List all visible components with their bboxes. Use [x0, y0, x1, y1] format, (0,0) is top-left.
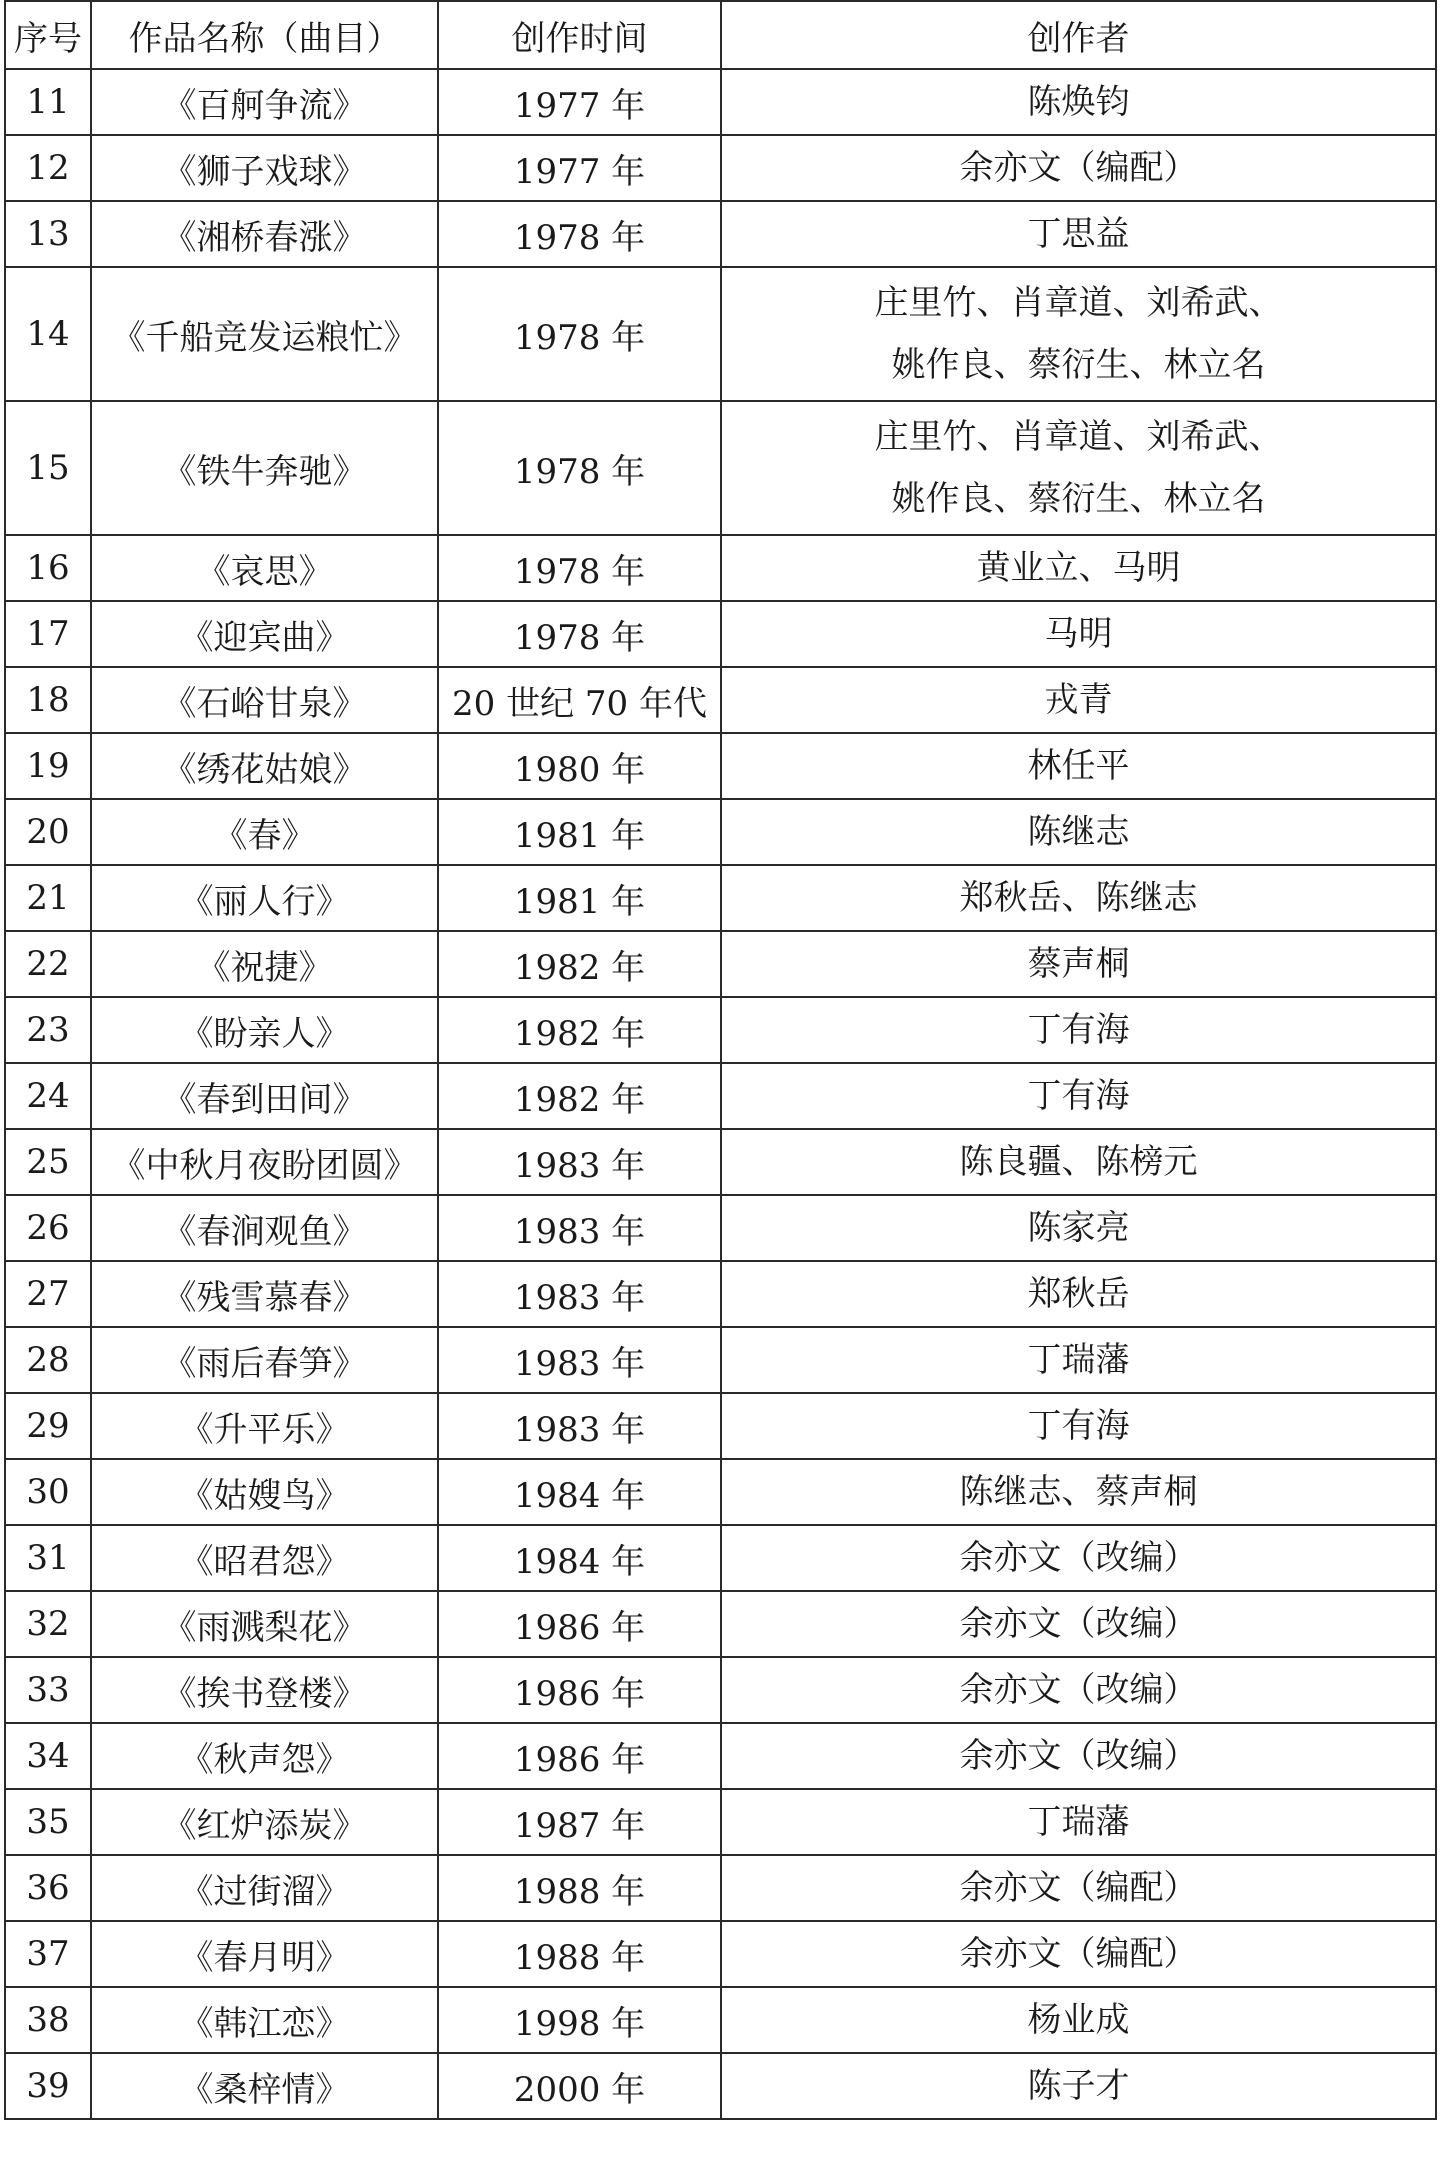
table-row [5, 201, 1436, 267]
cell-author [721, 69, 1436, 135]
cell-title: 《过街溜》 [91, 1855, 438, 1921]
cell-time: 1998 年 [438, 1987, 721, 2053]
cell-no: 12 [5, 135, 91, 201]
cell-author [721, 2053, 1436, 2119]
cell-title: 《韩江恋》 [91, 1987, 438, 2053]
cell-title: 《铁牛奔驰》 [91, 401, 438, 535]
table-row [5, 733, 1436, 799]
cell-title: 《春涧观鱼》 [91, 1195, 438, 1261]
author-line: 陈子才 [1027, 2066, 1130, 2106]
author-line: 丁有海 [1027, 1076, 1130, 1116]
cell-author [721, 601, 1436, 667]
cell-title: 《秋声怨》 [91, 1723, 438, 1789]
cell-author [721, 535, 1436, 601]
table-row [5, 1261, 1436, 1327]
cell-time: 1983 年 [438, 1195, 721, 1261]
cell-no: 26 [5, 1195, 91, 1261]
cell-title: 《盼亲人》 [91, 997, 438, 1063]
cell-no: 27 [5, 1261, 91, 1327]
cell-no: 28 [5, 1327, 91, 1393]
author-line: 马明 [1044, 614, 1113, 654]
cell-title: 《雨后春笋》 [91, 1327, 438, 1393]
table-row [5, 1327, 1436, 1393]
header-row [5, 1, 1436, 69]
table-row [5, 1525, 1436, 1591]
cell-title: 《狮子戏球》 [91, 135, 438, 201]
cell-time: 1977 年 [438, 135, 721, 201]
author-line: 郑秋岳 [1027, 1274, 1130, 1314]
header-author: 创作者 [721, 1, 1436, 69]
author-line: 丁有海 [1027, 1010, 1130, 1050]
cell-author [721, 401, 1436, 535]
cell-title: 《残雪慕春》 [91, 1261, 438, 1327]
cell-time: 1983 年 [438, 1261, 721, 1327]
cell-time: 2000 年 [438, 2053, 721, 2119]
cell-author [721, 865, 1436, 931]
cell-no: 39 [5, 2053, 91, 2119]
cell-time: 1978 年 [438, 535, 721, 601]
table-row [5, 1591, 1436, 1657]
header-time: 创作时间 [438, 1, 721, 69]
table-row [5, 535, 1436, 601]
cell-time: 1988 年 [438, 1855, 721, 1921]
author-line: 郑秋岳、陈继志 [959, 878, 1198, 918]
cell-no: 30 [5, 1459, 91, 1525]
cell-author [721, 1723, 1436, 1789]
cell-author [721, 267, 1436, 401]
cell-author [721, 1261, 1436, 1327]
cell-title: 《春到田间》 [91, 1063, 438, 1129]
cell-title: 《绣花姑娘》 [91, 733, 438, 799]
cell-author [721, 1657, 1436, 1723]
header-title: 作品名称（曲目） [91, 1, 438, 69]
cell-no: 34 [5, 1723, 91, 1789]
cell-no: 21 [5, 865, 91, 931]
cell-title: 《桑梓情》 [91, 2053, 438, 2119]
cell-author [721, 1525, 1436, 1591]
cell-author [721, 1921, 1436, 1987]
cell-time: 1978 年 [438, 201, 721, 267]
cell-author [721, 1591, 1436, 1657]
cell-title: 《春月明》 [91, 1921, 438, 1987]
cell-time: 1987 年 [438, 1789, 721, 1855]
author-line: 余亦文（改编） [959, 1736, 1198, 1776]
cell-time: 1984 年 [438, 1525, 721, 1591]
cell-author [721, 1129, 1436, 1195]
author-line: 丁有海 [1027, 1406, 1130, 1446]
cell-title: 《挨书登楼》 [91, 1657, 438, 1723]
cell-time: 20 世纪 70 年代 [438, 667, 721, 733]
cell-author [721, 997, 1436, 1063]
cell-time: 1984 年 [438, 1459, 721, 1525]
author-line: 蔡声桐 [1027, 944, 1130, 984]
author-line: 杨业成 [1027, 2000, 1130, 2040]
author-line: 陈焕钧 [1027, 82, 1130, 122]
cell-title: 《湘桥春涨》 [91, 201, 438, 267]
cell-time: 1983 年 [438, 1327, 721, 1393]
author-line: 陈家亮 [1027, 1208, 1130, 1248]
cell-author [721, 1789, 1436, 1855]
cell-author [721, 1393, 1436, 1459]
author-line: 黄业立、马明 [976, 548, 1181, 588]
table-row [5, 1129, 1436, 1195]
cell-time: 1986 年 [438, 1591, 721, 1657]
works-table [4, 0, 1437, 2120]
cell-author [721, 733, 1436, 799]
cell-title: 《石峪甘泉》 [91, 667, 438, 733]
table-row [5, 1921, 1436, 1987]
cell-title: 《中秋月夜盼团圆》 [91, 1129, 438, 1195]
table-row [5, 1393, 1436, 1459]
table-row [5, 1987, 1436, 2053]
table-row [5, 2053, 1436, 2119]
cell-time: 1981 年 [438, 799, 721, 865]
cell-no: 29 [5, 1393, 91, 1459]
document-page [4, 0, 1435, 2120]
author-line: 戎青 [1044, 680, 1113, 720]
cell-title: 《升平乐》 [91, 1393, 438, 1459]
table-row [5, 1723, 1436, 1789]
cell-author [721, 135, 1436, 201]
table-row [5, 1195, 1436, 1261]
cell-no: 35 [5, 1789, 91, 1855]
cell-title: 《雨溅梨花》 [91, 1591, 438, 1657]
cell-no: 18 [5, 667, 91, 733]
cell-no: 19 [5, 733, 91, 799]
cell-author [721, 667, 1436, 733]
cell-no: 16 [5, 535, 91, 601]
table-row [5, 931, 1436, 997]
table-row [5, 1789, 1436, 1855]
table-row [5, 601, 1436, 667]
table-row [5, 267, 1436, 401]
cell-no: 11 [5, 69, 91, 135]
cell-no: 17 [5, 601, 91, 667]
cell-time: 1977 年 [438, 69, 721, 135]
author-line: 余亦文（编配） [959, 1934, 1198, 1974]
cell-title: 《红炉添炭》 [91, 1789, 438, 1855]
table-row [5, 69, 1436, 135]
cell-no: 13 [5, 201, 91, 267]
author-line: 丁瑞藩 [1027, 1802, 1130, 1842]
cell-no: 37 [5, 1921, 91, 1987]
table-row [5, 1657, 1436, 1723]
cell-no: 32 [5, 1591, 91, 1657]
table-row [5, 865, 1436, 931]
cell-no: 31 [5, 1525, 91, 1591]
cell-title: 《哀思》 [91, 535, 438, 601]
cell-title: 《百舸争流》 [91, 69, 438, 135]
author-line: 林任平 [1027, 746, 1130, 786]
table-row [5, 799, 1436, 865]
table-row [5, 401, 1436, 535]
cell-no: 23 [5, 997, 91, 1063]
cell-no: 24 [5, 1063, 91, 1129]
author-line: 余亦文（改编） [959, 1538, 1198, 1578]
cell-no: 20 [5, 799, 91, 865]
author-line: 余亦文（编配） [959, 1868, 1198, 1908]
cell-author [721, 1327, 1436, 1393]
table-row [5, 1063, 1436, 1129]
author-line: 庄里竹、肖章道、刘希武、 [874, 417, 1283, 457]
table-row [5, 667, 1436, 733]
author-line: 庄里竹、肖章道、刘希武、 [874, 283, 1283, 323]
cell-time: 1978 年 [438, 401, 721, 535]
author-line: 余亦文（改编） [959, 1670, 1198, 1710]
table-row [5, 1855, 1436, 1921]
author-line: 陈继志 [1027, 812, 1130, 852]
author-line: 姚作良、蔡衍生、林立名 [891, 479, 1266, 519]
author-line: 陈继志、蔡声桐 [959, 1472, 1198, 1512]
cell-time: 1978 年 [438, 601, 721, 667]
cell-time: 1982 年 [438, 931, 721, 997]
table-row [5, 997, 1436, 1063]
author-line: 陈良疆、陈榜元 [959, 1142, 1198, 1182]
cell-author [721, 931, 1436, 997]
table-row [5, 1459, 1436, 1525]
cell-author [721, 1063, 1436, 1129]
cell-no: 33 [5, 1657, 91, 1723]
cell-time: 1982 年 [438, 1063, 721, 1129]
cell-time: 1978 年 [438, 267, 721, 401]
cell-author [721, 799, 1436, 865]
header-no: 序号 [5, 1, 91, 69]
author-line: 余亦文（编配） [959, 148, 1198, 188]
table-row [5, 135, 1436, 201]
author-line: 余亦文（改编） [959, 1604, 1198, 1644]
cell-author [721, 1195, 1436, 1261]
table-body [5, 69, 1436, 2119]
cell-time: 1986 年 [438, 1723, 721, 1789]
cell-no: 25 [5, 1129, 91, 1195]
cell-time: 1986 年 [438, 1657, 721, 1723]
cell-time: 1982 年 [438, 997, 721, 1063]
table-header [5, 1, 1436, 69]
cell-time: 1983 年 [438, 1393, 721, 1459]
author-line: 丁思益 [1027, 214, 1130, 254]
cell-no: 22 [5, 931, 91, 997]
author-line: 丁瑞藩 [1027, 1340, 1130, 1380]
cell-title: 《祝捷》 [91, 931, 438, 997]
cell-author [721, 1459, 1436, 1525]
cell-no: 36 [5, 1855, 91, 1921]
cell-author [721, 201, 1436, 267]
cell-time: 1980 年 [438, 733, 721, 799]
cell-title: 《迎宾曲》 [91, 601, 438, 667]
cell-author [721, 1987, 1436, 2053]
cell-title: 《昭君怨》 [91, 1525, 438, 1591]
author-line: 姚作良、蔡衍生、林立名 [891, 345, 1266, 385]
cell-time: 1988 年 [438, 1921, 721, 1987]
cell-time: 1981 年 [438, 865, 721, 931]
cell-time: 1983 年 [438, 1129, 721, 1195]
cell-no: 14 [5, 267, 91, 401]
cell-title: 《千船竞发运粮忙》 [91, 267, 438, 401]
cell-no: 15 [5, 401, 91, 535]
cell-author [721, 1855, 1436, 1921]
cell-title: 《春》 [91, 799, 438, 865]
cell-no: 38 [5, 1987, 91, 2053]
cell-title: 《姑嫂鸟》 [91, 1459, 438, 1525]
cell-title: 《丽人行》 [91, 865, 438, 931]
